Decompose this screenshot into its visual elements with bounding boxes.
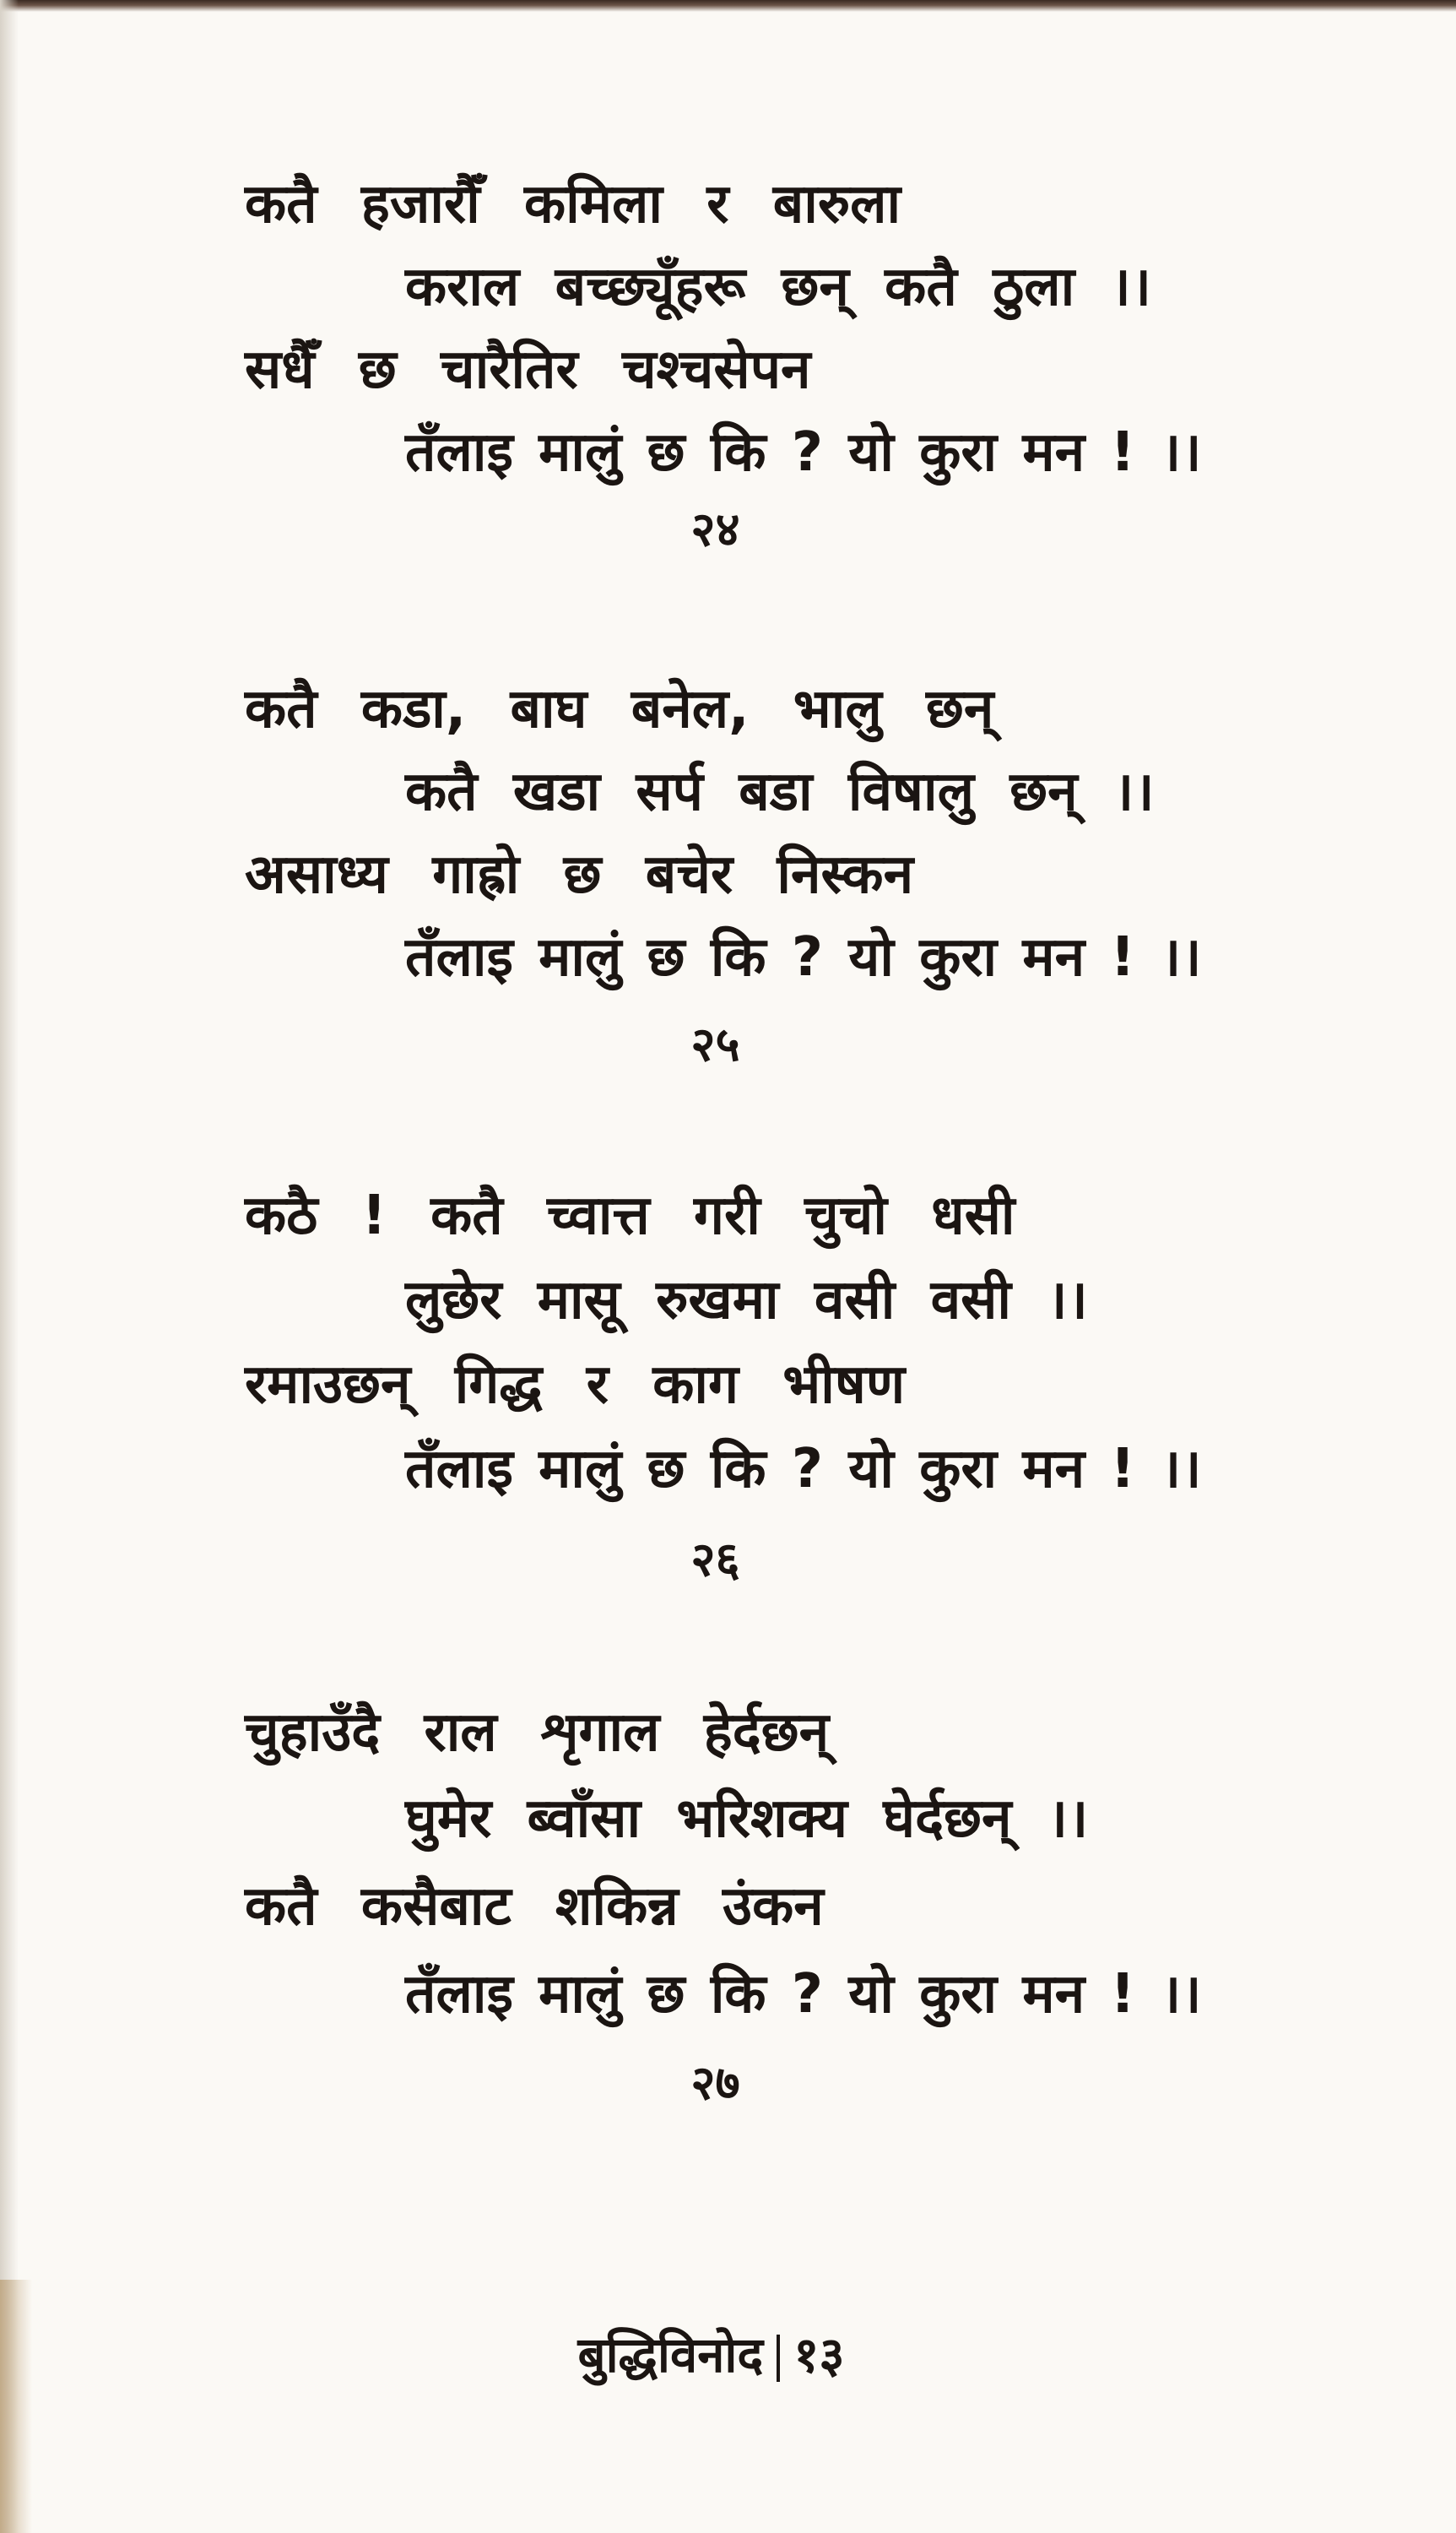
stanza-number-text: २७: [690, 2056, 740, 2111]
verse-line: कतै खडा सर्प बडा विषालु छन् ।।: [405, 761, 1155, 823]
refrain-line: तँलाइ मालुं छ कि ? यो कुरा मन ! ।।: [405, 926, 1202, 989]
verse-line: रमाउछन् गिद्ध र काग भीषण: [245, 1353, 906, 1416]
stanza-number-text: २५: [690, 1017, 740, 1072]
refrain-line: तँलाइ मालुं छ कि ? यो कुरा मन ! ।।: [405, 1963, 1202, 2026]
stanza-number: [0, 1017, 1456, 1072]
verse-line: घुमेर ब्वाँसा भरिशक्य घेर्दछन् ।।: [405, 1787, 1089, 1850]
stanza-number-text: २६: [690, 1532, 740, 1587]
stanza-number-text: २४: [690, 502, 740, 557]
footer-divider: [777, 2335, 780, 2382]
page-footer: [0, 2326, 1456, 2384]
verse-line: लुछेर मासू रुखमा वसी वसी ।।: [405, 1269, 1088, 1332]
page-edge-stain: [0, 2280, 32, 2533]
verse-line: कराल बच्छ्यूँहरू छन् कतै ठुला ।।: [405, 256, 1152, 318]
book-title: बुद्धिविनोद: [577, 2326, 764, 2384]
verse-line: कठै ! कतै च्वात्त गरी चुचो धसी: [245, 1185, 1015, 1247]
verse-line: कतै कसैबाट शकिन्न उंकन: [245, 1875, 824, 1938]
verse-line: चुहाउँदै राल शृगाल हेर्दछन्: [245, 1701, 830, 1764]
page-number: १३: [793, 2326, 845, 2384]
refrain-line: तँलाइ मालुं छ कि ? यो कुरा मन ! ।।: [405, 1438, 1202, 1500]
verse-line: सधैँ छ चारैतिर चश्चसेपन: [245, 339, 811, 401]
stanza-number: [0, 1532, 1456, 1587]
refrain-line: तँलाइ मालुं छ कि ? यो कुरा मन ! ।।: [405, 421, 1202, 484]
verse-line: कतै हजारौँ कमिला र बारुला: [245, 173, 901, 236]
verse-line: असाध्य गाह्रो छ बचेर निस्कन: [245, 843, 914, 906]
verse-line: कतै कडा, बाघ बनेल, भालु छन्: [245, 678, 994, 740]
page-left-edge: [0, 0, 19, 2533]
stanza-number: [0, 2056, 1456, 2111]
page-top-edge: [0, 0, 1456, 12]
stanza-number: [0, 502, 1456, 557]
